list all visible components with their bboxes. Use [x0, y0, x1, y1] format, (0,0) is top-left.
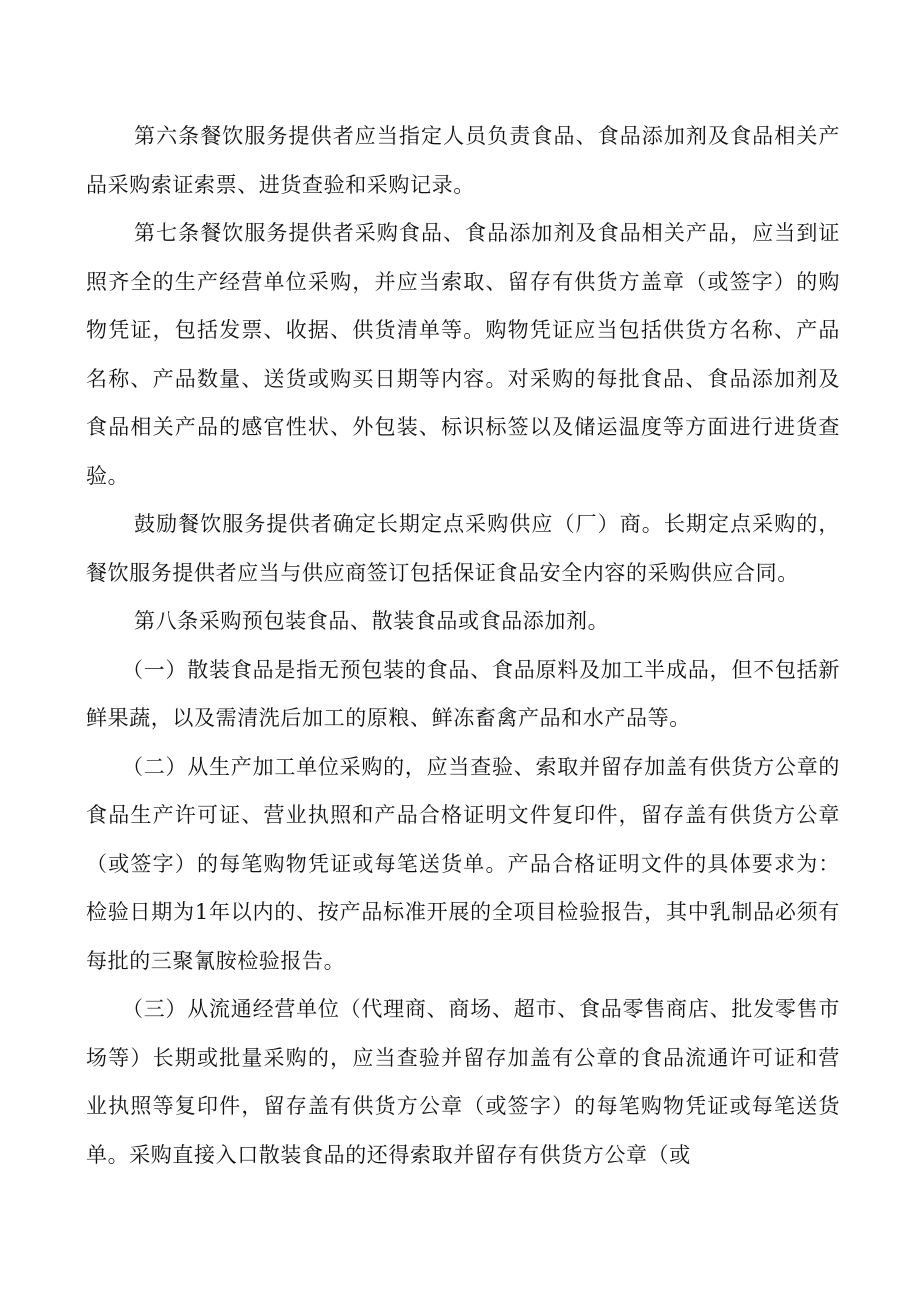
document-body	[86, 112, 840, 1179]
paragraph-article-8: 第八条采购预包装食品、散装食品或食品添加剂。	[134, 609, 610, 633]
paragraph-article-7: 第七条餐饮服务提供者采购食品、食品添加剂及食品相关产品，应当到证照齐全的生产经营单位采购，并应当索取、留存有供货方盖章（或签字）的购物凭证，包括发票、收据、供货清单等。购物凭证应当包括供货方名称、产品名称、产品数量、送货或购买日期等内容。对采购的每批食品、食品添加剂及食品相关产品的感官性状、外包装、标识标签以及储运温度等方面进行进货查验。	[86, 221, 840, 488]
paragraph-item-3: （三）从流通经营单位（代理商、商场、超市、食品零售商店、批发零售市场等）长期或批量采购的，应当查验并留存加盖有公章的食品流通许可证和营业执照等复印件，留存盖有供货方公章（或签字）的每笔购物凭证或每笔送货单。采购直接入口散装食品的还得索取并留存有供货方公章（或	[86, 997, 840, 1167]
paragraph-article-6: 第六条餐饮服务提供者应当指定人员负责食品、食品添加剂及食品相关产品采购索证索票、进货查验和采购记录。	[86, 124, 840, 197]
paragraph-item-1: （一）散装食品是指无预包装的食品、食品原料及加工半成品，但不包括新鲜果蔬，以及需清洗后加工的原粮、鲜冻畜禽产品和水产品等。	[86, 657, 840, 730]
paragraph-item-2: （二）从生产加工单位采购的，应当查验、索取并留存加盖有供货方公章的食品生产许可证、营业执照和产品合格证明文件复印件，留存盖有供货方公章（或签字）的每笔购物凭证或每笔送货单。产品合格证明文件的具体要求为：检验日期为1年以内的、按产品标准开展的全项目检验报告，其中乳制品必须有每批的三聚氰胺检验报告。	[86, 754, 840, 973]
paragraph-encourage-suppliers: 鼓励餐饮服务提供者确定长期定点采购供应（厂）商。长期定点采购的，餐饮服务提供者应当与供应商签订包括保证食品安全内容的采购供应合同。	[86, 512, 840, 585]
